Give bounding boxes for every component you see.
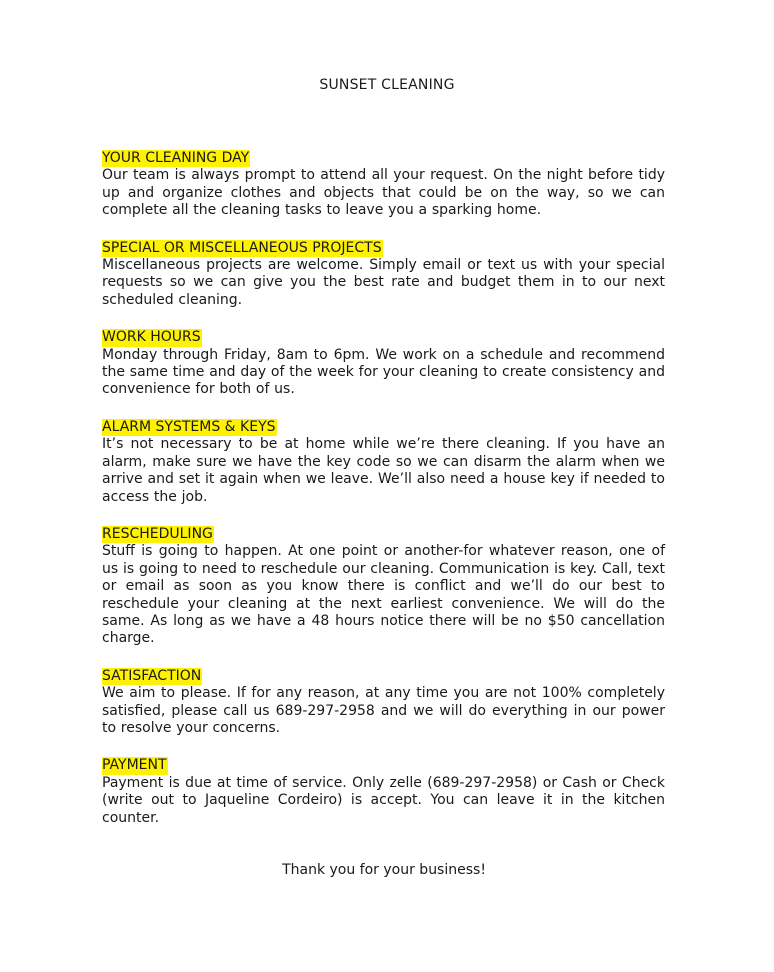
section-heading: RESCHEDULING [102,525,213,542]
document-title: SUNSET CLEANING [319,77,455,93]
section-heading: ALARM SYSTEMS & KEYS [102,418,276,435]
section-heading: WORK HOURS [102,329,201,346]
section-body: It’s not necessary to be at home while we’re there cleaning. If you have an alarm, make sure we have the key code so we can disarm the alarm when we arrive and set it again when we leave. We’ll also need a house key if needed to access the job. [102,436,665,505]
section-rescheduling [102,523,665,648]
section-alarm-systems-keys [102,416,665,506]
section-body: We aim to please. If for any reason, at any time you are not 100% completely satisfied, please call us 689-297-2958 and we will do everything in our power to resolve your concerns. [102,685,665,736]
section-body: Payment is due at time of service. Only zelle (689-297-2958) or Cash or Check (write out to Jaqueline Cordeiro) is accept. You can leave it in the kitchen counter. [102,774,665,826]
section-heading: YOUR CLEANING DAY [102,150,250,166]
section-satisfaction [102,665,665,738]
section-payment [102,754,665,827]
section-special-projects [102,237,665,310]
section-body: Stuff is going to happen. At one point or another-for whatever reason, one of us is going to need to reschedule our cleaning. Communication is key. Call, text or email as soon as you know there is conflict and we’ll do our best to reschedule your cleaning at the next earliest convenience. We will do the same. As long as we have a 48 hours notice there will be no $50 cancellation charge. [102,543,665,647]
section-heading: PAYMENT [102,757,167,774]
section-work-hours [102,326,665,399]
section-body: Miscellaneous projects are welcome. Simply email or text us with your special requests so we can give you the best rate and budget them in to our next scheduled cleaning. [102,257,665,308]
section-body: Monday through Friday, 8am to 6pm. We work on a schedule and recommend the same time and day of the week for your cleaning to create consistency and convenience for both of us. [102,346,665,398]
document-body [102,147,665,844]
section-your-cleaning-day [102,147,665,220]
section-heading: SATISFACTION [102,667,202,684]
section-heading: SPECIAL OR MISCELLANEOUS PROJECTS [102,239,382,256]
section-body: Our team is always prompt to attend all your request. On the night before tidy up and organize clothes and objects that could be on the way, so we can complete all the cleaning tasks to leave you a sparking home. [102,167,665,219]
closing-text: Thank you for your business! [282,862,486,878]
